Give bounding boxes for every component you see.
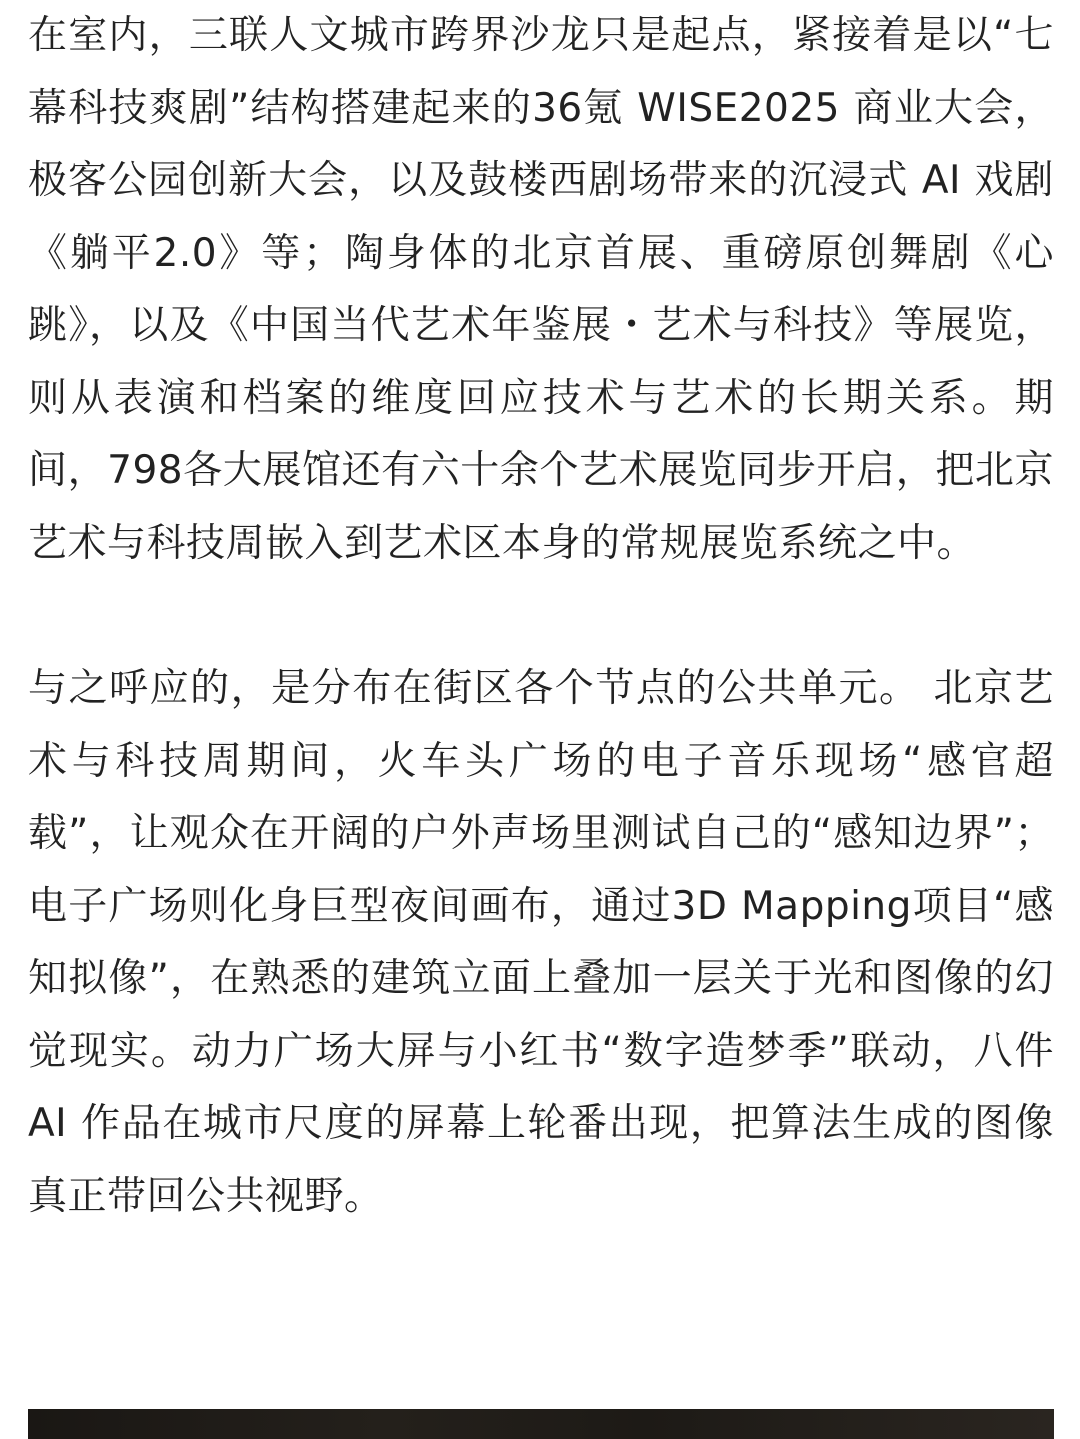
article-paragraph-2: 与之呼应的，是分布在街区各个节点的公共单元。 北京艺术与科技周期间，火车头广场的电子音乐现场“感官超载”，让观众在开阔的户外声场里测试自己的“感知边界”；电子广场则化身巨型夜间画布，通过3D Mapping项目“感知拟像”，在熟悉的建筑立面上叠加一层关于光和图像的幻觉现实。动力广场大屏与小红书“数字造梦季”联动，八件 AI 作品在城市尺度的屏幕上轮番出现，把算法生成的图像真正带回公共视野。: [28, 666, 1054, 1219]
article-body: [28, 0, 1054, 1233]
article-paragraph-1: 在室内，三联人文城市跨界沙龙只是起点，紧接着是以“七幕科技爽剧”结构搭建起来的36氪 WISE2025 商业大会，极客公园创新大会，以及鼓楼西剧场带来的沉浸式 AI 戏剧《躺平2.0》等；陶身体的北京首展、重磅原创舞剧《心跳》，以及《中国当代艺术年鉴展・艺术与科技》等展览，则从表演和档案的维度回应技术与艺术的长期关系。期间，798各大展馆还有六十余个艺术展览同步开启，把北京艺术与科技周嵌入到艺术区本身的常规展览系统之中。: [28, 13, 1054, 566]
article-photo: [28, 1409, 1054, 1439]
